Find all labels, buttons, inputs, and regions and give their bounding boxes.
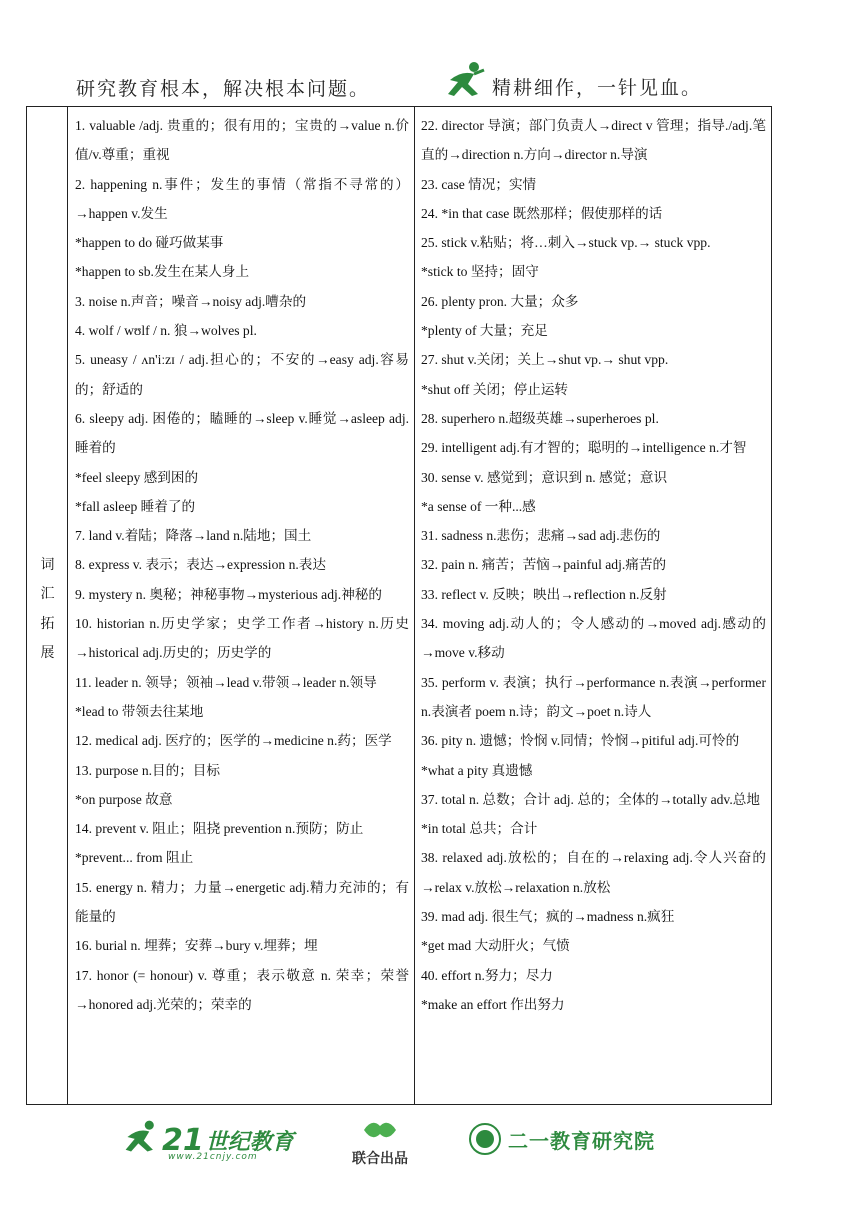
vocab-entry: 7. land v.着陆；降落→land n.陆地；国土 xyxy=(75,528,312,544)
vocab-entry: 5. uneasy / ʌn'iːzɪ / adj.担心的；不安的→easy adj.容易的；舒适的 xyxy=(75,352,409,397)
column-divider xyxy=(414,107,415,1104)
runner-logo-icon xyxy=(122,1118,162,1156)
vocab-entry: *plenty of 大量；充足 xyxy=(421,323,548,339)
logo-cn: 世纪教育 xyxy=(205,1130,294,1155)
vocab-entry: 2. happening n.事件；发生的事情（常指不寻常的）→happen v.发生 xyxy=(75,176,409,221)
left-column xyxy=(75,111,409,1019)
vocab-entry: *lead to 带领去往某地 xyxy=(75,703,204,719)
vocab-entry: 3. noise n.声音；噪音→noisy adj.嘈杂的 xyxy=(75,293,307,309)
vocab-entry: 27. shut v.关闭；关上→shut vp.→ shut vpp. xyxy=(421,352,669,368)
vocab-entry: *shut off 关闭；停止运转 xyxy=(421,381,569,397)
vocab-entry: 29. intelligent adj.有才智的；聪明的→intelligence n.才智 xyxy=(421,440,747,456)
right-column xyxy=(421,111,766,1019)
institute-logo xyxy=(468,1122,655,1156)
joint-production xyxy=(340,1116,420,1168)
vocab-entry: 9. mystery n. 奥秘；神秘事物→mysterious adj.神秘的 xyxy=(75,586,382,602)
vocab-entry: *feel sleepy 感到困的 xyxy=(75,469,199,485)
vocab-entry: 14. prevent v. 阻止；阻挠 prevention n.预防；防止 xyxy=(75,821,364,837)
vocab-entry: 25. stick v.粘贴；将…刺入→stuck vp.→ stuck vpp. xyxy=(421,235,711,251)
header-left-slogan: 研究教育根本，解决根本问题。 xyxy=(76,78,371,100)
vocab-entry: 8. express v. 表示；表达→expression n.表达 xyxy=(75,557,326,573)
vocab-entry: 38. relaxed adj.放松的；自在的→relaxing adj.令人兴奋的→relax v.放松→relaxation n.放松 xyxy=(421,850,766,895)
vocab-entry: 15. energy n. 精力；力量→energetic adj.精力充沛的；有能量的 xyxy=(75,879,409,925)
vocab-entry: *happen to sb.发生在某人身上 xyxy=(75,264,250,280)
vocab-entry: 23. case 情况；实情 xyxy=(421,176,537,192)
header-right-slogan: 精耕细作，一针见血。 xyxy=(492,76,703,99)
vocab-entry: *happen to do 碰巧做某事 xyxy=(75,235,224,251)
vocab-entry: *a sense of 一种...感 xyxy=(421,498,536,514)
vocab-entry: *get mad 大动肝火；气愤 xyxy=(421,938,570,954)
vocab-entry: 37. total n. 总数；合计 adj. 总的；全体的→totally adv.总地 xyxy=(421,791,760,807)
vocab-entry: 6. sleepy adj. 困倦的；瞌睡的→sleep v.睡觉→asleep adj.睡着的 xyxy=(75,410,409,456)
section-label xyxy=(27,551,68,668)
vocab-entry: 28. superhero n.超级英雄→superheroes pl. xyxy=(421,410,659,426)
handshake-icon xyxy=(362,1116,398,1144)
vocab-entry: *on purpose 故意 xyxy=(75,791,173,807)
vocab-entry: 31. sadness n.悲伤；悲痛→sad adj.悲伤的 xyxy=(421,528,661,544)
footer xyxy=(0,1110,860,1170)
vocab-entry: 22. director 导演；部门负责人→direct v 管理；指导./adj.笔直的→direction n.方向→director n.导演 xyxy=(421,118,766,163)
seal-icon xyxy=(468,1122,502,1156)
vocab-entry: 10. historian n.历史学家；史学工作者→history n.历史→historical adj.历史的；历史学的 xyxy=(75,616,409,661)
section-label-char: 展 xyxy=(40,644,55,661)
section-label-char: 词 xyxy=(40,557,55,573)
vocab-entry: 13. purpose n.目的；目标 xyxy=(75,762,220,778)
institute-name: 二一教育研究院 xyxy=(508,1128,655,1153)
logo-url: www.21cnjy.com xyxy=(168,1152,258,1162)
vocab-table xyxy=(26,106,772,1105)
vocab-entry: 40. effort n.努力；尽力 xyxy=(421,967,553,983)
vocab-entry: 32. pain n. 痛苦；苦恼→painful adj.痛苦的 xyxy=(421,557,667,573)
logo-mark: 21 xyxy=(162,1123,204,1158)
vocab-entry: 11. leader n. 领导；领袖→lead v.带领→leader n.领导 xyxy=(75,674,377,690)
vocab-entry: 30. sense v. 感觉到；意识到 n. 感觉；意识 xyxy=(421,469,668,485)
vocab-entry: 39. mad adj. 很生气；疯的→madness n.疯狂 xyxy=(421,909,675,925)
runner-logo-icon xyxy=(444,60,488,100)
section-label-column xyxy=(27,107,68,1104)
section-label-char: 拓 xyxy=(40,615,55,632)
vocab-entry: 36. pity n. 遗憾；怜悯 v.同情；怜悯→pitiful adj.可怜的 xyxy=(421,733,740,749)
vocab-entry: 26. plenty pron. 大量；众多 xyxy=(421,293,579,309)
vocab-entry: 24. *in that case 既然那样；假使那样的话 xyxy=(421,205,663,221)
vocab-entry: 34. moving adj.动人的；令人感动的→moved adj.感动的→move v.移动 xyxy=(421,616,766,661)
vocab-entry: *prevent... from 阻止 xyxy=(75,850,194,866)
vocab-entry: *what a pity 真遗憾 xyxy=(421,762,533,778)
vocab-entry: *stick to 坚持；固守 xyxy=(421,264,539,280)
vocab-entry: 17. honor (= honour) v. 尊重；表示敬意 n. 荣幸；荣誉→honored adj.光荣的；荣幸的 xyxy=(75,967,409,1012)
vocab-entry: 1. valuable /adj. 贵重的；很有用的；宝贵的→value n.价值/v.尊重；重视 xyxy=(75,118,409,163)
logo-21cnjy xyxy=(122,1118,294,1162)
vocab-entry: 35. perform v. 表演；执行→performance n.表演→performer n.表演者 poem n.诗；韵文→poet n.诗人 xyxy=(421,674,766,719)
vocab-entry: *fall asleep 睡着了的 xyxy=(75,498,196,514)
vocab-entry: 16. burial n. 埋葬；安葬→bury v.埋葬；埋 xyxy=(75,938,318,954)
section-label-char: 汇 xyxy=(40,586,55,603)
vocab-entry: *make an effort 作出努力 xyxy=(421,996,565,1012)
joint-text: 联合出品 xyxy=(352,1151,408,1167)
vocab-entry: 12. medical adj. 医疗的；医学的→medicine n.药；医学 xyxy=(75,733,392,749)
vocab-entry: 4. wolf / wʊlf / n. 狼→wolves pl. xyxy=(75,323,257,339)
header-right xyxy=(444,60,702,100)
vocab-entry: *in total 总共；合计 xyxy=(421,821,538,837)
vocab-entry: 33. reflect v. 反映；映出→reflection n.反射 xyxy=(421,586,667,602)
